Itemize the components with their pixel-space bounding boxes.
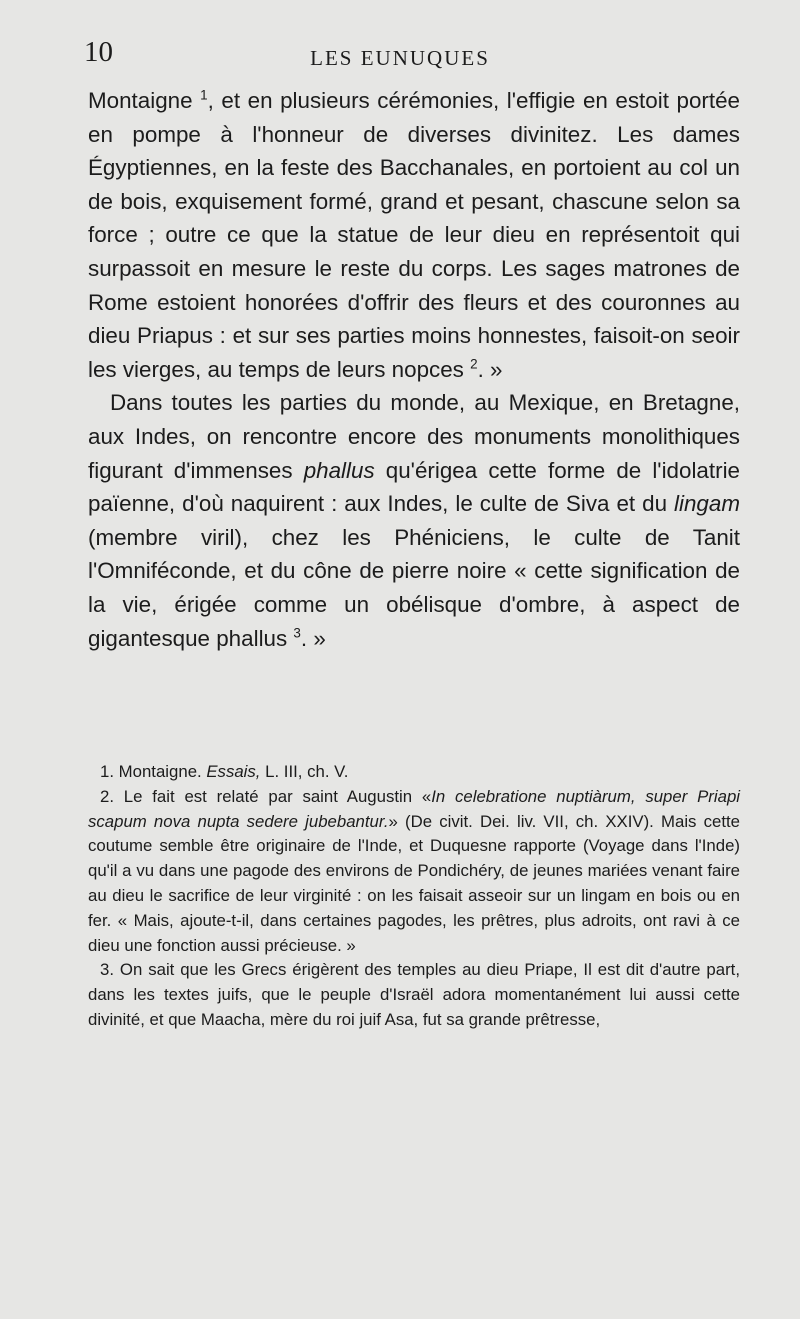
p1-text-c: . » xyxy=(477,356,503,382)
p2-text-c: (membre viril), chez les Phéniciens, le culte de Tanit l'Omniféconde, et du cône de pierre noire « cette signification de la vie, érigée comme un obélisque d'ombre, à aspect de gigantesque phallus xyxy=(88,524,740,651)
p1-text-b: , et en plusieurs cérémonies, l'effigie en estoit portée en pompe à l'honneur de diverses divinitez. Les dames Égyptiennes, en la feste des Bacchanales, en portoient au col un de bois, exquisement formé, grand et pesant, chascune selon sa force ; outre ce que la statue de leur dieu en représentoit qui surpassoit en mesure le reste du corps. Les sages matrones de Rome estoient honorées d'offrir des fleurs et des couronnes au dieu Priapus : et sur ses parties moins honnestes, faisoit-on seoir les vierges, au temps de leurs nopces xyxy=(88,88,740,382)
p1-text-a: Montaigne xyxy=(88,88,193,113)
fn1-italic: Essais, xyxy=(206,762,261,781)
page-number: 10 xyxy=(84,36,113,68)
paragraph-2 xyxy=(88,386,740,655)
note-ref-2: 2 xyxy=(470,356,478,372)
footnote-3: 3. On sait que les Grecs érigèrent des temples au dieu Priape, Il est dit d'autre part, dans les textes juifs, que le peuple d'Israël adora momentanément lui aussi cette divinité, et que Maacha, mère du roi juif Asa, fut sa grande prêtresse, xyxy=(88,960,740,1029)
running-title: LES EUNUQUES xyxy=(310,46,490,70)
fn2-italic: In celebratione nuptiàrum, super Priapi scapum nova nupta sedere jubebantur. xyxy=(88,786,740,831)
p2-text-a: Dans toutes les parties du monde, au Mexique, en Bretagne, aux Indes, on rencontre encore des monuments monolithiques figurant d'immenses xyxy=(88,390,740,483)
paragraph-1 xyxy=(88,84,740,386)
page-header xyxy=(0,36,800,76)
note-ref-3: 3 xyxy=(293,625,301,641)
p2-text-d: . » xyxy=(300,625,326,651)
fn1-text-b: L. III, ch. V. xyxy=(265,762,349,781)
footnote-2 xyxy=(88,785,740,959)
fn2-text-a: 2. Le fait est relaté par saint Augustin « xyxy=(100,786,432,806)
footnote-1 xyxy=(88,760,740,785)
fn2-text-b: » (De civit. Dei. liv. VII, ch. XXIV). Mais cette coutume semble être originaire de l'Inde, et Duquesne rapporte (Voyage dans l'Inde) qu'il a vu dans une pagode des environs de Pondichéry, de jeunes mariées venant faire au dieu le sacrifice de leur virginité : on les faisait asseoir sur un lingam en bois ou en fer. « Mais, ajoute-t-il, dans certaines pagodes, les prêtres, plus adroits, ont ravi à ce dieu une fonction aussi précieuse. » xyxy=(88,811,741,955)
note-ref-1: 1 xyxy=(200,87,208,103)
main-text xyxy=(88,84,740,655)
fn1-text-a: 1. Montaigne. xyxy=(100,762,202,781)
footnotes xyxy=(88,760,740,1033)
p2-text-b: qu'érigea cette forme de l'idolatrie païenne, d'où naquirent : aux Indes, le culte de Siva et du xyxy=(88,457,740,517)
p2-italic-lingam: lingam xyxy=(674,491,740,517)
p2-italic-phallus: phallus xyxy=(303,457,375,483)
